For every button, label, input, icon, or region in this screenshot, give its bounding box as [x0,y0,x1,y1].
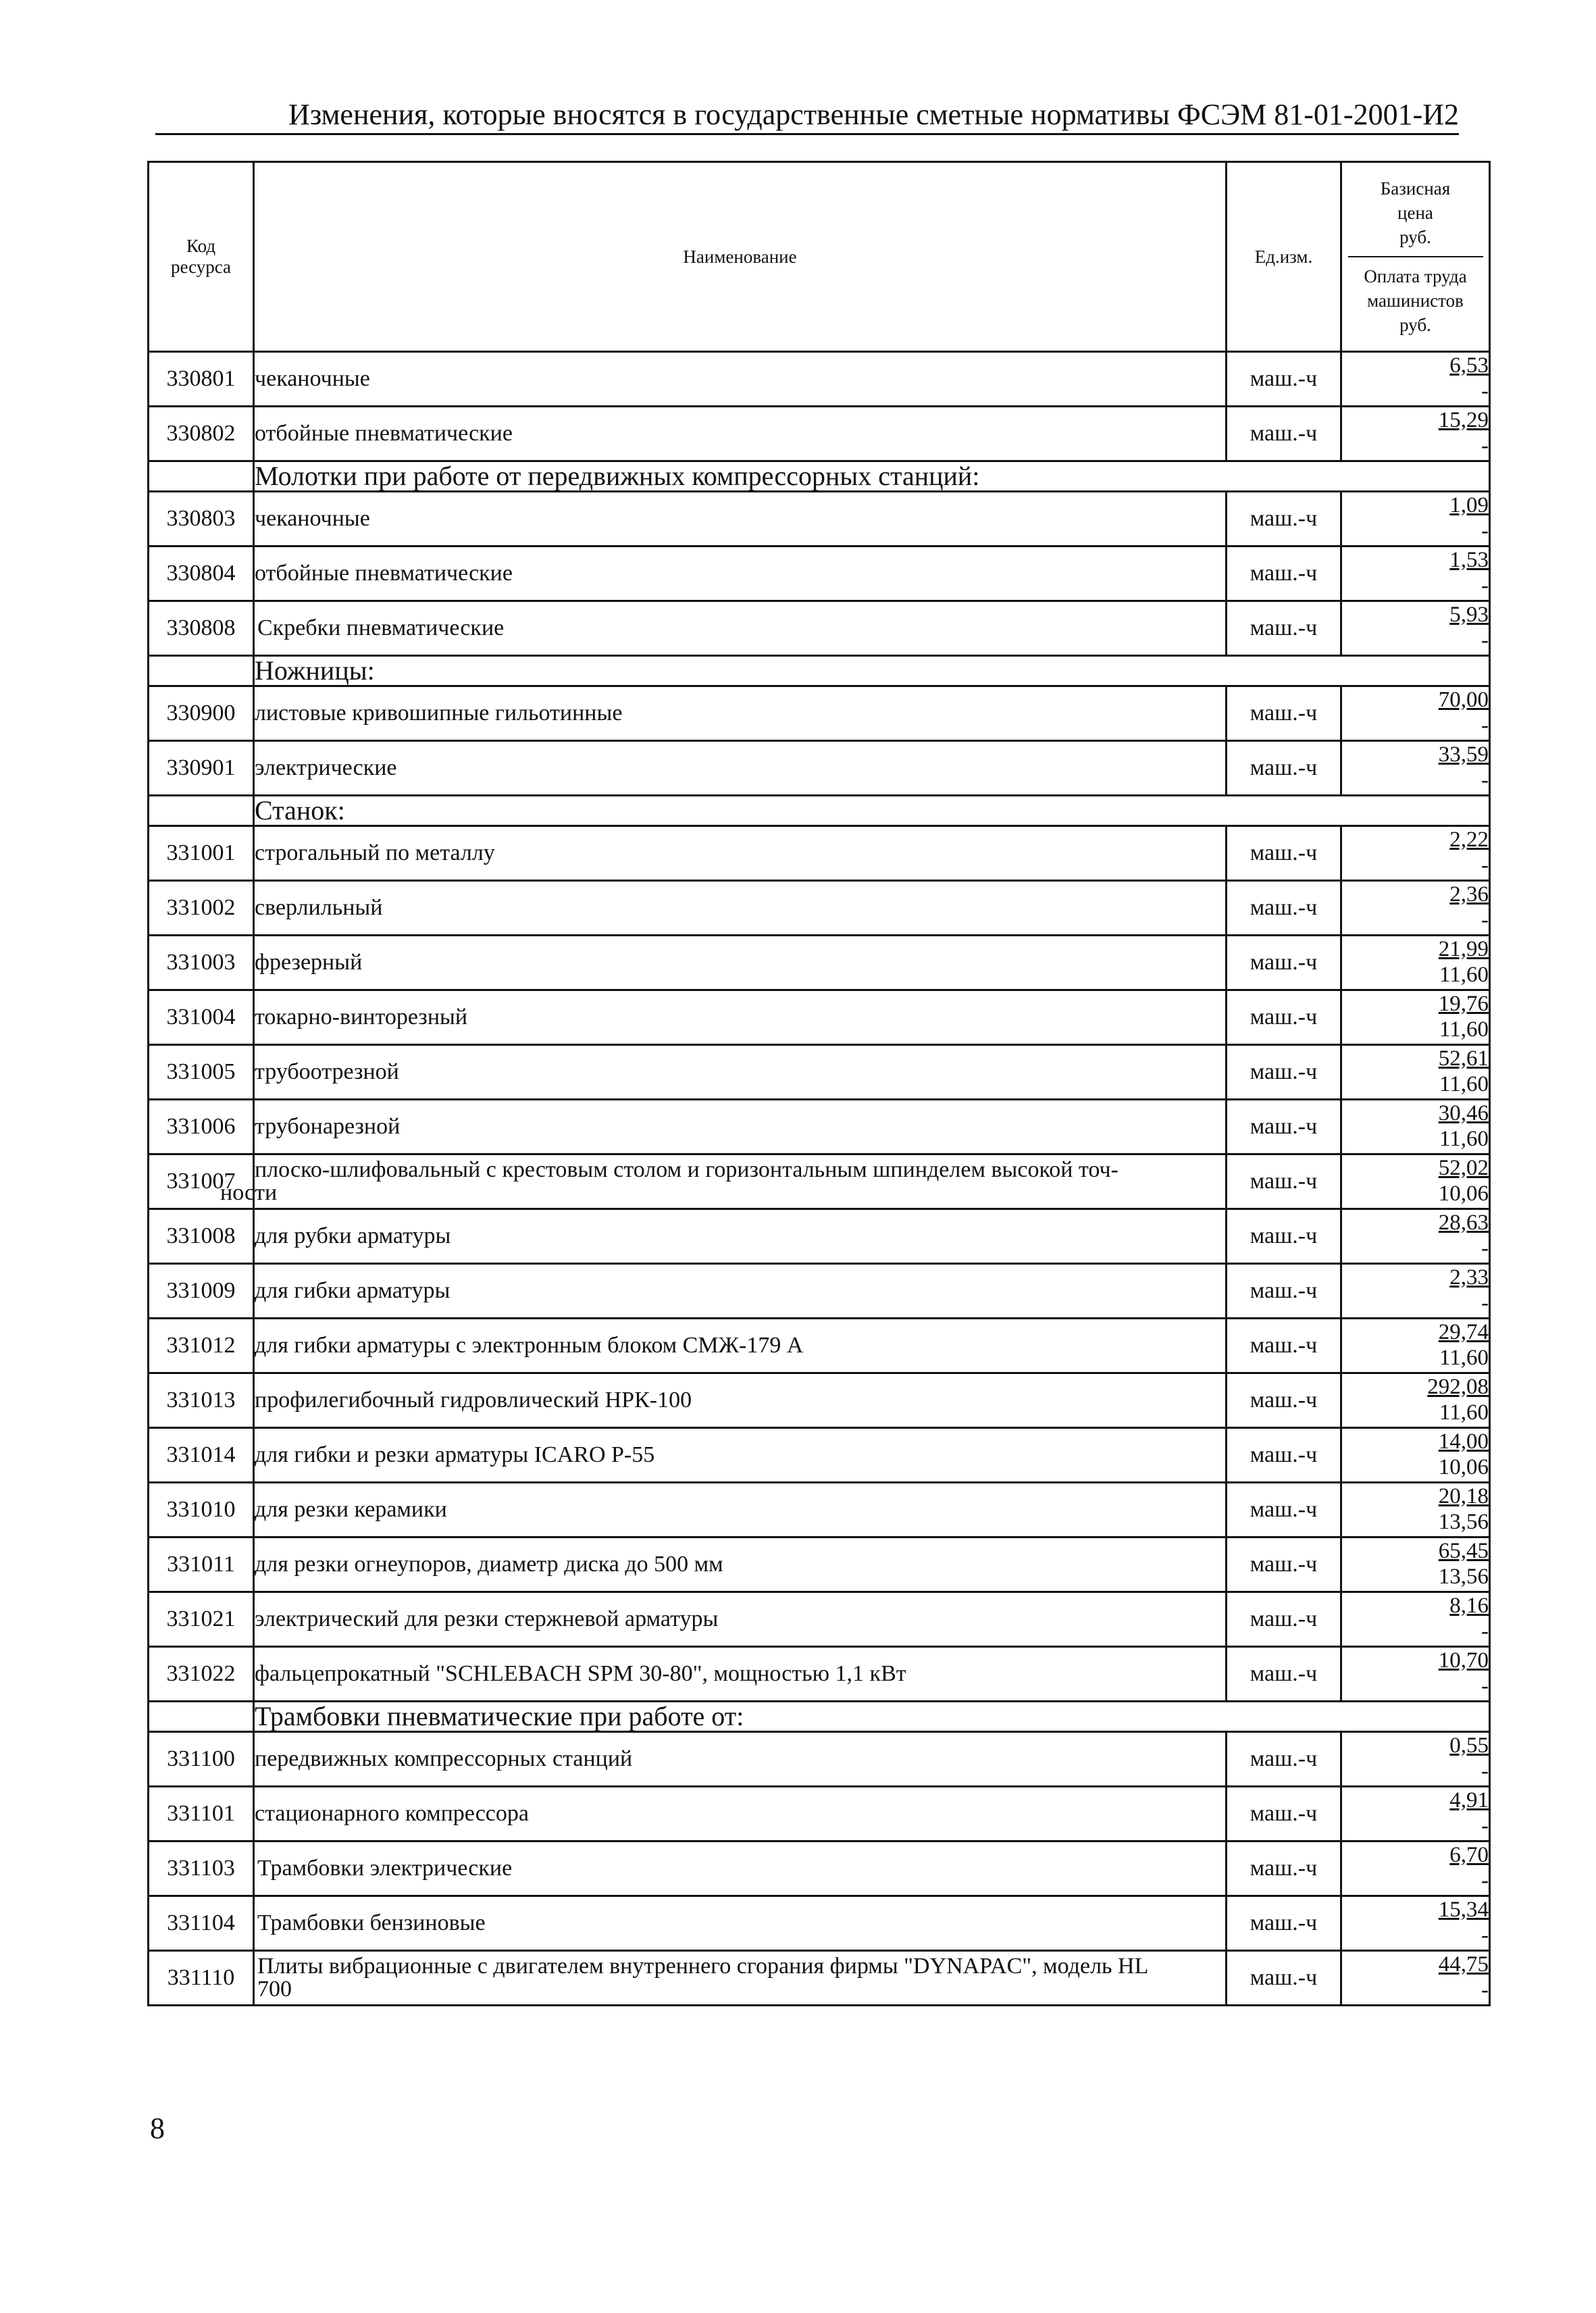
price-cell [1341,881,1490,936]
group-heading-row [149,461,1490,492]
price-cell [1341,1896,1490,1951]
table-row [149,826,1490,881]
resource-code: 331005 [149,1045,254,1100]
resource-name-line: трубонарезной [255,1114,401,1139]
base-price: 2,36 [1449,882,1489,907]
base-price: 1,53 [1449,548,1489,572]
resource-name [254,1319,1227,1373]
operator-wage: 11,60 [1439,1072,1489,1096]
header-rule [155,96,1459,135]
operator-wage: - [1481,574,1489,598]
resource-name-line: ности [220,1180,278,1205]
resource-name-line: токарно-винторезный [255,1005,468,1030]
price-cell [1341,1428,1490,1483]
operator-wage: - [1481,1923,1489,1948]
table-row [149,1045,1490,1100]
resource-code: 330801 [149,352,254,407]
resource-code: 331021 [149,1592,254,1647]
base-price: 8,16 [1449,1594,1489,1618]
resource-code: 330808 [149,601,254,656]
table-row [149,1841,1490,1896]
base-price: 15,34 [1438,1898,1489,1922]
resource-name-line: сверлильный [255,895,383,920]
resource-name-line: передвижных компрессорных станций [255,1746,633,1771]
resource-code: 330804 [149,547,254,601]
resource-code: 331009 [149,1264,254,1319]
group-heading: Ножницы: [254,656,1490,686]
table-body [149,352,1490,2006]
table-row [149,407,1490,461]
price-cell [1341,1951,1490,2006]
resource-name-line: листовые кривошипные гильотинные [255,701,623,726]
price-cell [1341,1100,1490,1154]
base-price: 52,02 [1438,1156,1489,1180]
price-cell [1341,826,1490,881]
resource-code: 331008 [149,1209,254,1264]
table-row [149,1373,1490,1428]
operator-wage: 13,56 [1438,1565,1489,1589]
resource-code: 331101 [149,1787,254,1841]
unit-of-measure: маш.-ч [1227,1787,1341,1841]
resource-name-line: электрические [255,755,397,780]
price-cell [1341,1209,1490,1264]
operator-wage: 10,06 [1438,1455,1489,1479]
group-code-cell [149,656,254,686]
header-code: Код ресурса [149,162,254,352]
operator-wage: - [1481,1759,1489,1783]
unit-of-measure: маш.-ч [1227,352,1341,407]
price-cell [1341,352,1490,407]
table-row [149,1264,1490,1319]
price-cell [1341,1732,1490,1787]
resource-code: 331012 [149,1319,254,1373]
operator-wage: - [1481,1291,1489,1315]
unit-of-measure: маш.-ч [1227,686,1341,741]
operator-wage: 10,06 [1438,1181,1489,1206]
resource-name-line: отбойные пневматические [255,561,513,586]
table-row [149,1732,1490,1787]
table-row [149,741,1490,796]
base-price: 2,33 [1449,1265,1489,1290]
resource-code: 330802 [149,407,254,461]
operator-wage: - [1481,1674,1489,1698]
unit-of-measure: маш.-ч [1227,1209,1341,1264]
price-cell [1341,1154,1490,1209]
resource-name [254,1592,1227,1647]
operator-wage: - [1481,519,1489,543]
price-cell [1341,407,1490,461]
resource-name [254,352,1227,407]
resource-name-line: отбойные пневматические [255,421,513,446]
resource-name-line: для гибки арматуры [255,1278,451,1303]
unit-of-measure: маш.-ч [1227,1154,1341,1209]
price-cell [1341,741,1490,796]
table-row [149,547,1490,601]
operator-wage: 11,60 [1439,963,1489,987]
base-price: 20,18 [1438,1484,1489,1508]
unit-of-measure: маш.-ч [1227,1592,1341,1647]
table-header-row [149,162,1490,352]
table-row [149,686,1490,741]
resource-name [254,1428,1227,1483]
resource-name-line: Плиты вибрационные с двигателем внутреннего сгорания фирмы "DYNAPAC", модель HL [257,1954,1149,1979]
price-cell [1341,1483,1490,1537]
base-price: 0,55 [1449,1733,1489,1758]
resource-name-line: электрический для резки стержневой арматуры [255,1606,719,1631]
unit-of-measure: маш.-ч [1227,407,1341,461]
unit-of-measure: маш.-ч [1227,492,1341,547]
resource-name [254,1209,1227,1264]
base-price: 2,22 [1449,828,1489,852]
resource-name-line: Трамбовки бензиновые [257,1910,486,1935]
base-price: 19,76 [1438,992,1489,1016]
table-row [149,1896,1490,1951]
base-price: 292,08 [1427,1375,1489,1399]
resource-name [220,1154,1227,1209]
unit-of-measure: маш.-ч [1227,881,1341,936]
table-row [149,1592,1490,1647]
group-heading: Молотки при работе от передвижных компрессорных станций: [254,461,1490,492]
page-number: 8 [150,2112,165,2145]
table-row [149,1209,1490,1264]
table-row [149,881,1490,936]
resource-name [254,601,1227,656]
resource-code: 331022 [149,1647,254,1702]
operator-wage: 11,60 [1439,1400,1489,1425]
base-price: 52,61 [1438,1046,1489,1071]
resource-name-line: для резки керамики [255,1497,447,1522]
unit-of-measure: маш.-ч [1227,1100,1341,1154]
price-cell [1341,1537,1490,1592]
resource-name [254,547,1227,601]
price-cell [1341,990,1490,1045]
operator-wage: - [1481,1814,1489,1838]
table-row [149,352,1490,407]
resource-name-line: плоско-шлифовальный с крестовым столом и горизонтальным шпинделем высокой точ- [255,1157,1118,1182]
resource-code: 331103 [149,1841,254,1896]
table-row [149,492,1490,547]
table-row [149,1787,1490,1841]
resource-name [254,990,1227,1045]
resource-name [254,1647,1227,1702]
resource-code: 331013 [149,1373,254,1428]
resource-name [254,826,1227,881]
price-cell [1341,686,1490,741]
unit-of-measure: маш.-ч [1227,1483,1341,1537]
resource-table [147,161,1491,2006]
price-cell [1341,1264,1490,1319]
header-name: Наименование [254,162,1227,352]
resource-name-line: стационарного компрессора [255,1801,529,1826]
operator-wage: 11,60 [1439,1017,1489,1042]
resource-code: 331100 [149,1732,254,1787]
operator-wage: - [1481,713,1489,738]
table-row [149,601,1490,656]
resource-code: 331011 [149,1537,254,1592]
resource-name-line: профилегибочный гидровлический НРК-100 [255,1388,692,1413]
resource-code: 330803 [149,492,254,547]
table-row [149,936,1490,990]
resource-name [254,1373,1227,1428]
resource-name-line: Трамбовки электрические [257,1856,513,1881]
resource-name [254,686,1227,741]
resource-name-line: 700 [257,1977,292,2002]
price-cell [1341,1787,1490,1841]
base-price: 28,63 [1438,1211,1489,1235]
table-row [149,1319,1490,1373]
group-heading: Трамбовки пневматические при работе от: [254,1702,1490,1732]
table-row [149,1537,1490,1592]
price-cell [1341,1045,1490,1100]
resource-name [254,1841,1227,1896]
unit-of-measure: маш.-ч [1227,1732,1341,1787]
unit-of-measure: маш.-ч [1227,741,1341,796]
unit-of-measure: маш.-ч [1227,547,1341,601]
group-heading-row [149,796,1490,826]
unit-of-measure: маш.-ч [1227,936,1341,990]
unit-of-measure: маш.-ч [1227,1951,1341,2006]
table-row [149,1647,1490,1702]
price-cell [1341,1841,1490,1896]
operator-wage: - [1481,1236,1489,1261]
resource-name-line: фальцепрокатный "SCHLEBACH SPM 30-80", мощностью 1,1 кВт [255,1661,906,1686]
base-price: 5,93 [1449,603,1489,627]
operator-wage: - [1481,1869,1489,1893]
price-cell [1341,1373,1490,1428]
header-price-divider [1348,256,1483,257]
group-code-cell [149,796,254,826]
price-cell [1341,601,1490,656]
unit-of-measure: маш.-ч [1227,1428,1341,1483]
resource-code: 331001 [149,826,254,881]
operator-wage: 11,60 [1439,1127,1489,1151]
resource-name [254,1045,1227,1100]
resource-name [254,1537,1227,1592]
base-price: 65,45 [1438,1539,1489,1563]
table-row [149,1428,1490,1483]
unit-of-measure: маш.-ч [1227,1264,1341,1319]
resource-code: 330900 [149,686,254,741]
resource-name-line: фрезерный [255,950,363,975]
resource-code: 331003 [149,936,254,990]
header-operator-wage: Оплата труда машинистов руб. [1364,266,1467,335]
base-price: 70,00 [1438,688,1489,712]
resource-name-line: для рубки арматуры [255,1223,451,1248]
group-code-cell [149,1702,254,1732]
base-price: 44,75 [1438,1952,1489,1977]
resource-name [254,741,1227,796]
table-row [149,1154,1490,1209]
resource-code: 331004 [149,990,254,1045]
resource-code: 331007 [149,1154,254,1209]
operator-wage: - [1481,908,1489,932]
base-price: 1,09 [1449,493,1489,517]
price-cell [1341,936,1490,990]
resource-name-line: чеканочные [255,506,370,531]
resource-name [254,936,1227,990]
operator-wage: - [1481,1619,1489,1644]
group-code-cell [149,461,254,492]
price-cell [1341,1647,1490,1702]
operator-wage: - [1481,628,1489,653]
operator-wage: 13,56 [1438,1510,1489,1534]
resource-code: 331104 [149,1896,254,1951]
resource-name [254,492,1227,547]
unit-of-measure: маш.-ч [1227,1319,1341,1373]
operator-wage: - [1481,853,1489,878]
base-price: 29,74 [1438,1320,1489,1344]
group-heading: Станок: [254,796,1490,826]
base-price: 15,29 [1438,408,1489,432]
resource-name [254,1951,1227,2006]
group-heading-row [149,656,1490,686]
operator-wage: - [1481,434,1489,458]
resource-code: 331006 [149,1100,254,1154]
unit-of-measure: маш.-ч [1227,1647,1341,1702]
group-heading-row [149,1702,1490,1732]
unit-of-measure: маш.-ч [1227,1537,1341,1592]
resource-name [254,1264,1227,1319]
operator-wage: - [1481,768,1489,792]
unit-of-measure: маш.-ч [1227,1841,1341,1896]
price-cell [1341,1592,1490,1647]
resource-name [254,1787,1227,1841]
resource-name [254,1483,1227,1537]
operator-wage: 11,60 [1439,1346,1489,1370]
table-row [149,1951,1490,2006]
unit-of-measure: маш.-ч [1227,826,1341,881]
resource-name [254,881,1227,936]
table-row [149,1100,1490,1154]
resource-name-line: для гибки арматуры с электронным блоком СМЖ-179 А [255,1333,804,1358]
table-row [149,1483,1490,1537]
resource-name-line: для гибки и резки арматуры ICARO P-55 [255,1442,655,1467]
resource-name [254,1896,1227,1951]
base-price: 21,99 [1438,937,1489,961]
operator-wage: - [1481,1978,1489,2002]
resource-name [254,1100,1227,1154]
unit-of-measure: маш.-ч [1227,1045,1341,1100]
operator-wage: - [1481,379,1489,403]
resource-name [254,1732,1227,1787]
unit-of-measure: маш.-ч [1227,990,1341,1045]
base-price: 6,53 [1449,353,1489,378]
header-base-price: Базисная цена руб. [1380,178,1451,247]
base-price: 14,00 [1438,1429,1489,1454]
page-header-title: Изменения, которые вносятся в государственные сметные нормативы ФСЭМ 81-01-2001-И2 [288,98,1459,131]
base-price: 6,70 [1449,1843,1489,1867]
unit-of-measure: маш.-ч [1227,601,1341,656]
price-cell [1341,1319,1490,1373]
price-cell [1341,547,1490,601]
resource-code: 331110 [149,1951,254,2006]
unit-of-measure: маш.-ч [1227,1896,1341,1951]
base-price: 4,91 [1449,1788,1489,1812]
resource-name-line: Скребки пневматические [257,615,505,640]
base-price: 30,46 [1438,1101,1489,1125]
table-row [149,990,1490,1045]
unit-of-measure: маш.-ч [1227,1373,1341,1428]
resource-code: 331010 [149,1483,254,1537]
price-cell [1341,492,1490,547]
resource-name-line: трубоотрезной [255,1059,399,1084]
resource-code: 331002 [149,881,254,936]
resource-code: 331014 [149,1428,254,1483]
resource-name-line: строгальный по металлу [255,840,495,865]
resource-name-line: для резки огнеупоров, диаметр диска до 500 мм [255,1552,723,1577]
base-price: 10,70 [1438,1648,1489,1673]
resource-name-line: чеканочные [255,366,370,391]
header-unit: Ед.изм. [1227,162,1341,352]
resource-name [254,407,1227,461]
resource-code: 330901 [149,741,254,796]
header-price [1341,162,1490,352]
base-price: 33,59 [1438,742,1489,767]
